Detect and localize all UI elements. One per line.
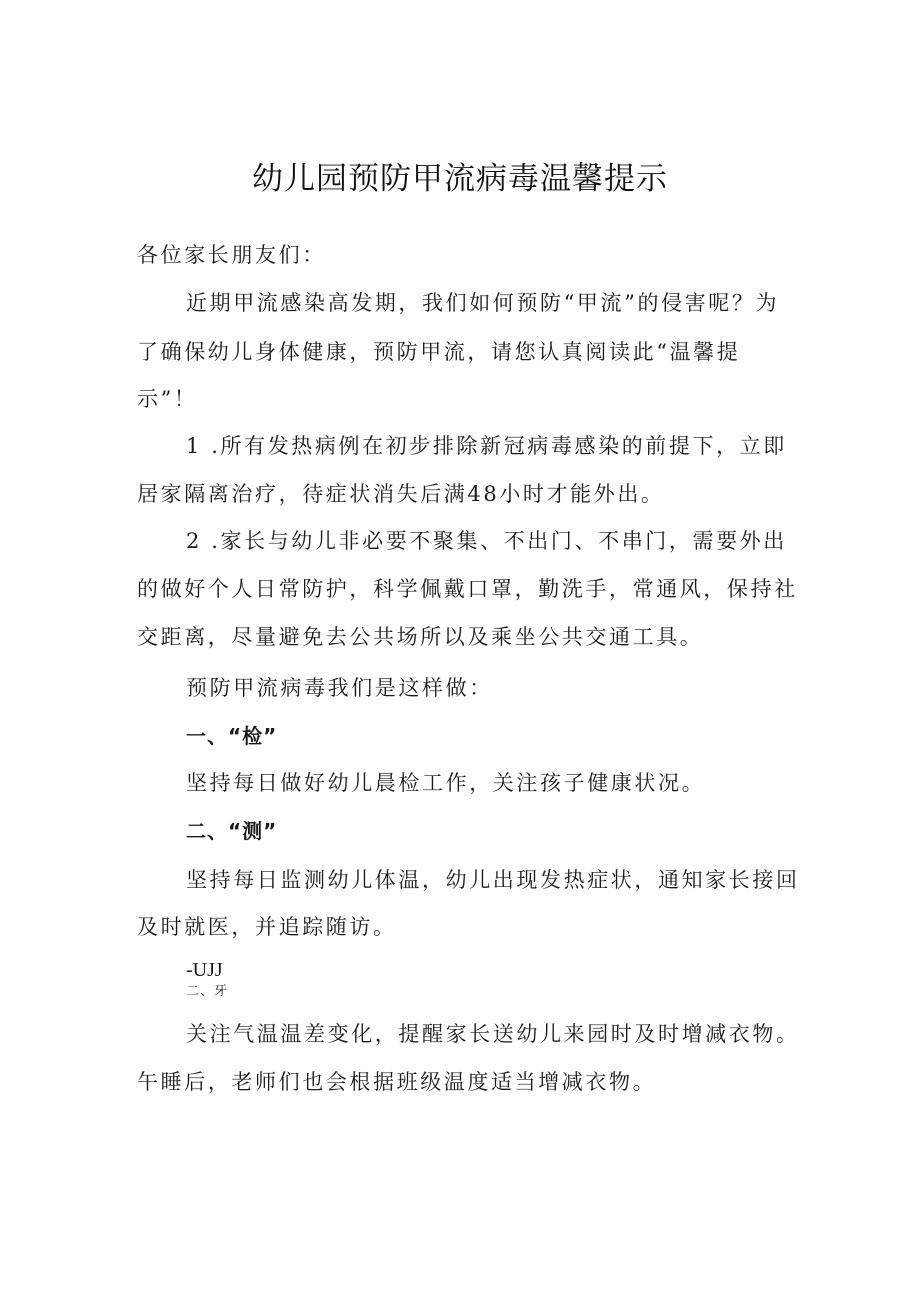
document-title: 幼儿园预防甲流病毒温馨提示	[252, 160, 668, 197]
section3-body-line-1: 关注气温温差变化，提醒家长送幼儿来园时及时增减衣物。	[186, 1022, 800, 1046]
intro-line-1: 近期甲流感染高发期，我们如何预防“甲流”的侵害呢？为	[186, 291, 780, 315]
section3-body-line-2: 午睡后，老师们也会根据班级温度适当增减衣物。	[137, 1070, 657, 1094]
greeting: 各位家长朋友们：	[137, 243, 326, 267]
item2-line-2: 的做好个人日常防护，科学佩戴口罩，勤洗手，常通风，保持社	[137, 577, 798, 601]
intro-line-3: 示”！	[137, 387, 198, 411]
section3-heading-garbled: -UJJ	[186, 959, 223, 981]
section2-body-line-1: 坚持每日监测幼儿体温，幼儿出现发热症状，通知家长接回	[186, 868, 800, 892]
section1-body: 坚持每日做好幼儿晨检工作，关注孩子健康状况。	[186, 771, 706, 795]
section2-heading: 二、“测”	[186, 819, 278, 843]
item1-line-2: 居家隔离治疗，待症状消失后满48小时才能外出。	[137, 482, 665, 506]
section3-heading-small: 二、牙	[186, 984, 229, 999]
item1-line-1: 1 .所有发热病例在初步排除新冠病毒感染的前提下，立即	[186, 434, 787, 458]
section2-body-line-2: 及时就医，并追踪随访。	[137, 915, 397, 939]
section1-heading: 一、“检”	[186, 724, 278, 748]
intro-line-2: 了确保幼儿身体健康，预防甲流，请您认真阅读此“温馨提	[137, 340, 741, 364]
subheading: 预防甲流病毒我们是这样做：	[186, 676, 493, 700]
item2-line-3: 交距离，尽量避免去公共场所以及乘坐公共交通工具。	[137, 625, 704, 649]
item2-line-1: 2 .家长与幼儿非必要不聚集、不出门、不串门，需要外出	[186, 529, 787, 553]
